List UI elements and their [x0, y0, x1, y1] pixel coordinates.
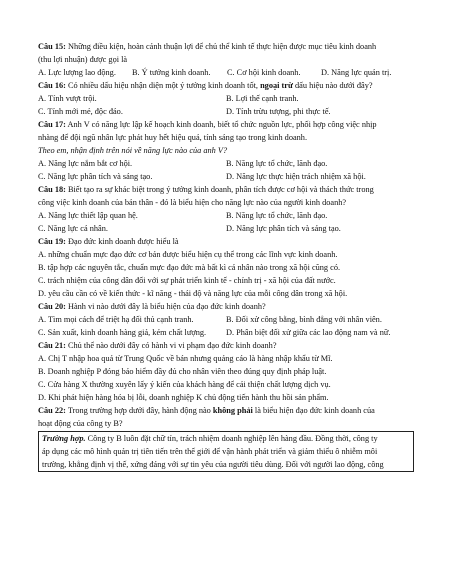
- question-stem: Có nhiều dấu hiệu nhận diện một ý tưởng kinh doanh tốt,: [67, 81, 261, 90]
- question-stem: Trong trường hợp dưới đây, hành động nào: [67, 406, 213, 415]
- option-a: A. Chị T nhập hoa quả từ Trung Quốc về bán nhưng quảng cáo là hàng nhập khẩu từ Mĩ.: [38, 354, 333, 363]
- question-21: [38, 339, 414, 352]
- option-a: A. những chuẩn mực đạo đức cơ bản được biểu hiện cụ thể trong các lĩnh vực kinh doanh.: [38, 250, 338, 259]
- option-a: A. Năng lực nắm bắt cơ hội.: [38, 159, 133, 168]
- option-c: C. trách nhiệm của công dân đối với sự phát triển kinh tế - chính trị - xã hội của đất nước.: [38, 276, 336, 285]
- question-17: [38, 118, 414, 131]
- options-row: [38, 209, 414, 222]
- case-text: Công ty B luôn đặt chữ tín, trách nhiệm doanh nghiệp lên hàng đầu. Đồng thời, công ty: [85, 434, 378, 443]
- option-d: D. Khi phát hiện hàng hóa bị lỗi, doanh nghiệp K chủ động tiến hành thu hồi sản phẩm.: [38, 393, 329, 402]
- option-d: D. Năng lực phân tích và sáng tạo.: [226, 224, 341, 233]
- question-stem-cont: hoạt động của công ty B?: [38, 419, 123, 428]
- question-number: Câu 22:: [38, 406, 66, 415]
- question-19: [38, 235, 414, 248]
- question-number: Câu 15:: [38, 42, 66, 51]
- options-row: [38, 105, 414, 118]
- option-d: D. yêu cầu cần có về kiến thức - kĩ năng - thái độ và năng lực của mỗi công dân trong xã hội.: [38, 289, 348, 298]
- question-number: Câu 17:: [38, 120, 66, 129]
- case-study-box: [38, 431, 414, 472]
- options-row: [38, 313, 414, 326]
- question-stem-cont: (thu lợi nhuận) được gọi là: [38, 55, 128, 64]
- question-emphasis: ngoại trừ: [260, 81, 293, 90]
- option-c: C. Năng lực phân tích và sáng tạo.: [38, 172, 153, 181]
- options-row: [38, 170, 414, 183]
- question-stem: Hành vi nào dưới đây là biểu hiện của đạo đức kinh doanh?: [67, 302, 266, 311]
- question-stem-end: dấu hiệu nào dưới đây?: [292, 81, 373, 90]
- question-15: [38, 40, 414, 53]
- options-row: [38, 222, 414, 235]
- option-d: D. Phân biệt đối xử giữa các lao động nam và nữ.: [226, 328, 391, 337]
- question-22: [38, 404, 414, 417]
- option-c: C. Năng lực cá nhân.: [38, 224, 108, 233]
- option-a: A. Lực lượng lao động.: [38, 68, 116, 77]
- question-20: [38, 300, 414, 313]
- option-a: A. Tính vượt trội.: [38, 94, 97, 103]
- option-b: B. Ý tưởng kinh doanh.: [132, 68, 211, 77]
- option-b: B. Doanh nghiệp P đóng bảo hiểm đầy đủ cho nhân viên theo đúng quy định pháp luật.: [38, 367, 327, 376]
- options-row: [38, 326, 414, 339]
- option-d: D. Năng lực quản trị.: [321, 68, 392, 77]
- case-line: áp dụng các mô hình quản trị tiên tiến trên thế giới để vận hành phát triển và giảm thiểu ô nhiễm môi: [42, 447, 378, 456]
- option-c: C. Cơ hội kinh doanh.: [227, 68, 301, 77]
- question-stem-cont: nhàng để đội ngũ nhân lực phát huy hết hiệu quả, tính sáng tạo trong kinh doanh.: [38, 133, 308, 142]
- case-line: [42, 432, 410, 445]
- option-b: B. Năng lực tổ chức, lãnh đạo.: [226, 211, 328, 220]
- question-stem-cont: công việc kinh doanh của bản thân - đó là biểu hiện cho năng lực nào của người kinh doanh?: [38, 198, 347, 207]
- option-c: C. Sản xuất, kinh doanh hàng giả, kém chất lượng.: [38, 328, 207, 337]
- case-line: trường, khẳng định vị thế, xứng đáng với sự tin yêu của người tiêu dùng. Đối với người lao động, công: [42, 460, 384, 469]
- question-stem: Những điều kiện, hoàn cảnh thuận lợi để chủ thể kinh tế thực hiện được mục tiêu kinh doanh: [67, 42, 377, 51]
- options-row: [38, 66, 414, 79]
- option-d: D. Năng lực thực hiện trách nhiệm xã hội.: [226, 172, 366, 181]
- case-label: Trường hợp.: [42, 434, 86, 443]
- options-row: [38, 157, 414, 170]
- option-a: A. Tìm mọi cách để triệt hạ đối thủ cạnh tranh.: [38, 315, 194, 324]
- option-b: B. Năng lực tổ chức, lãnh đạo.: [226, 159, 328, 168]
- option-c: C. Cửa hàng X thường xuyên lấy ý kiến của khách hàng để cải thiện chất lượng dịch vụ.: [38, 380, 331, 389]
- option-b: B. Đối xử công bằng, bình đẳng với nhân viên.: [226, 315, 382, 324]
- option-d: D. Tính trừu tượng, phi thực tế.: [226, 107, 331, 116]
- question-number: Câu 16:: [38, 81, 66, 90]
- question-prompt: Theo em, nhận định trên nói về năng lực nào của anh V?: [38, 146, 228, 155]
- question-number: Câu 18:: [38, 185, 66, 194]
- option-b: B. Lợi thế cạnh tranh.: [226, 94, 299, 103]
- question-emphasis: không phải: [212, 406, 253, 415]
- question-stem: Chủ thể nào dưới đây có hành vi vi phạm đạo đức kinh doanh?: [67, 341, 277, 350]
- option-b: B. tập hợp các nguyên tắc, chuẩn mực đạo đức mà bất kì cá nhân nào trong xã hội cũng có.: [38, 263, 341, 272]
- question-stem-end: là biểu hiện đạo đức kinh doanh của: [252, 406, 375, 415]
- question-number: Câu 19:: [38, 237, 66, 246]
- question-stem: Biết tạo ra sự khác biệt trong ý tưởng kinh doanh, phân tích được cơ hội và thách thức trong: [67, 185, 374, 194]
- question-stem: Đạo đức kinh doanh được hiểu là: [67, 237, 179, 246]
- option-c: C. Tính mới mẻ, độc đáo.: [38, 107, 123, 116]
- options-row: [38, 92, 414, 105]
- question-stem: Anh V có năng lực lập kế hoạch kinh doanh, biết tổ chức nguồn lực, phối hợp công việc nhịp: [67, 120, 377, 129]
- question-number: Câu 21:: [38, 341, 66, 350]
- option-a: A. Năng lực thiết lập quan hệ.: [38, 211, 138, 220]
- question-16: [38, 79, 414, 92]
- question-18: [38, 183, 414, 196]
- question-number: Câu 20:: [38, 302, 66, 311]
